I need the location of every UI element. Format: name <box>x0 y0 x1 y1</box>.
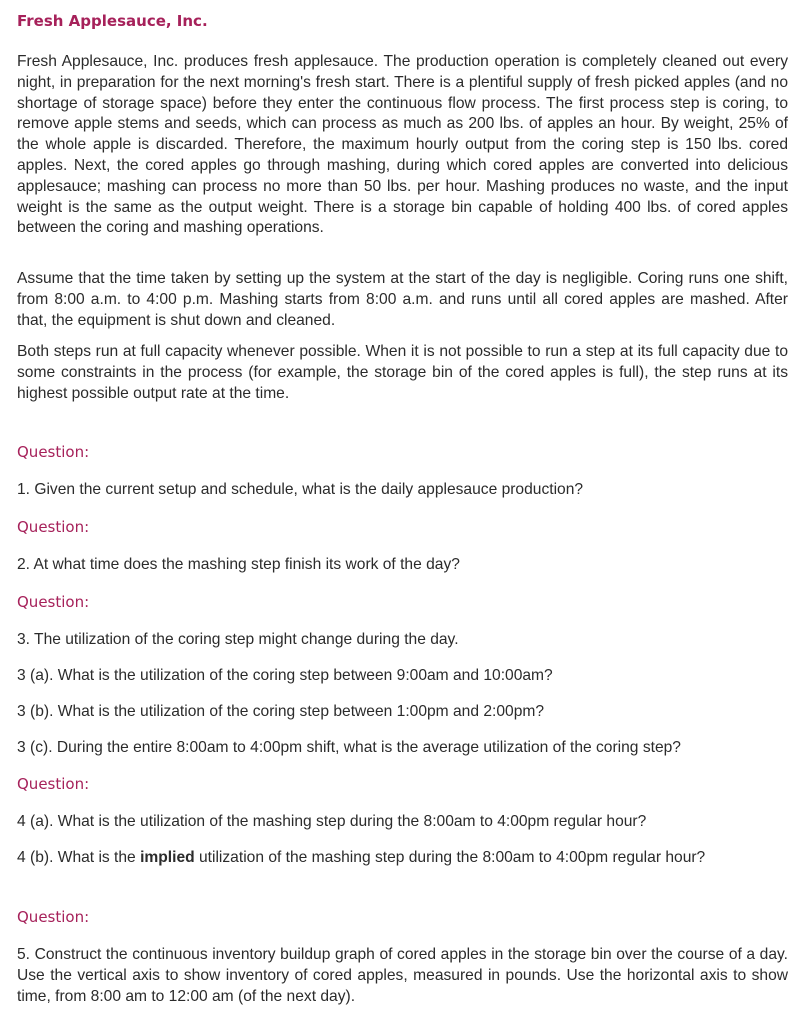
capacity-paragraph: Both steps run at full capacity whenever possible. When it is not possible to run a step at its full capacity due to some constraints in the process (for example, the storage bin of the cored apples is full), the step runs at its highest possible output rate at the time. <box>17 343 788 402</box>
question-heading-1: Question: <box>17 443 90 461</box>
question-3b: 3 (b). What is the utilization of the coring step between 1:00pm and 2:00pm? <box>17 703 545 720</box>
question-3a: 3 (a). What is the utilization of the coring step between 9:00am and 10:00am? <box>17 667 553 684</box>
question-4b-emphasis: implied <box>140 849 195 866</box>
question-1: 1. Given the current setup and schedule, what is the daily applesauce production? <box>17 481 584 498</box>
question-heading-3: Question: <box>17 593 90 611</box>
question-3c: 3 (c). During the entire 8:00am to 4:00pm shift, what is the average utilization of the coring step? <box>17 739 681 756</box>
question-4b <box>17 848 788 869</box>
question-heading-2: Question: <box>17 518 90 536</box>
question-5: 5. Construct the continuous inventory buildup graph of cored apples in the storage bin over the course of a day. Use the vertical axis to show inventory of cored apples, measured in pounds. Use the horizontal axis to show time, from 8:00 am to 12:00 am (of the next day). <box>17 946 788 1005</box>
question-heading-5: Question: <box>17 908 90 926</box>
question-heading-4: Question: <box>17 775 90 793</box>
intro-paragraph: Fresh Applesauce, Inc. produces fresh applesauce. The production operation is completely cleaned out every night, in preparation for the next morning's fresh start. There is a plentiful supply of fresh picked apples (and no shortage of storage space) before they enter the continuous flow process. The first process step is coring, to remove apple stems and seeds, which can process as much as 200 lbs. of apples an hour. By weight, 25% of the whole apple is discarded. Therefore, the maximum hourly output from the coring step is 150 lbs. cored apples. Next, the cored apples go through mashing, during which cored apples are converted into delicious applesauce; mashing can process no more than 50 lbs. per hour. Mashing produces no waste, and the input weight is the same as the output weight. There is a storage bin capable of holding 400 lbs. of cored apples between the coring and mashing operations. <box>17 53 788 237</box>
assumption-paragraph: Assume that the time taken by setting up the system at the start of the day is negligible. Coring runs one shift, from 8:00 a.m. to 4:00 p.m. Mashing starts from 8:00 a.m. and runs until all cored apples are mashed. After that, the equipment is shut down and cleaned. <box>17 270 788 329</box>
question-2: 2. At what time does the mashing step finish its work of the day? <box>17 556 460 573</box>
question-4b-suffix: utilization of the mashing step during the 8:00am to 4:00pm regular hour? <box>194 849 706 866</box>
question-4a: 4 (a). What is the utilization of the mashing step during the 8:00am to 4:00pm regular hour? <box>17 813 647 830</box>
question-3: 3. The utilization of the coring step might change during the day. <box>17 631 459 648</box>
question-4b-prefix: 4 (b). What is the <box>17 849 141 866</box>
document-title: Fresh Applesauce, Inc. <box>17 12 208 30</box>
